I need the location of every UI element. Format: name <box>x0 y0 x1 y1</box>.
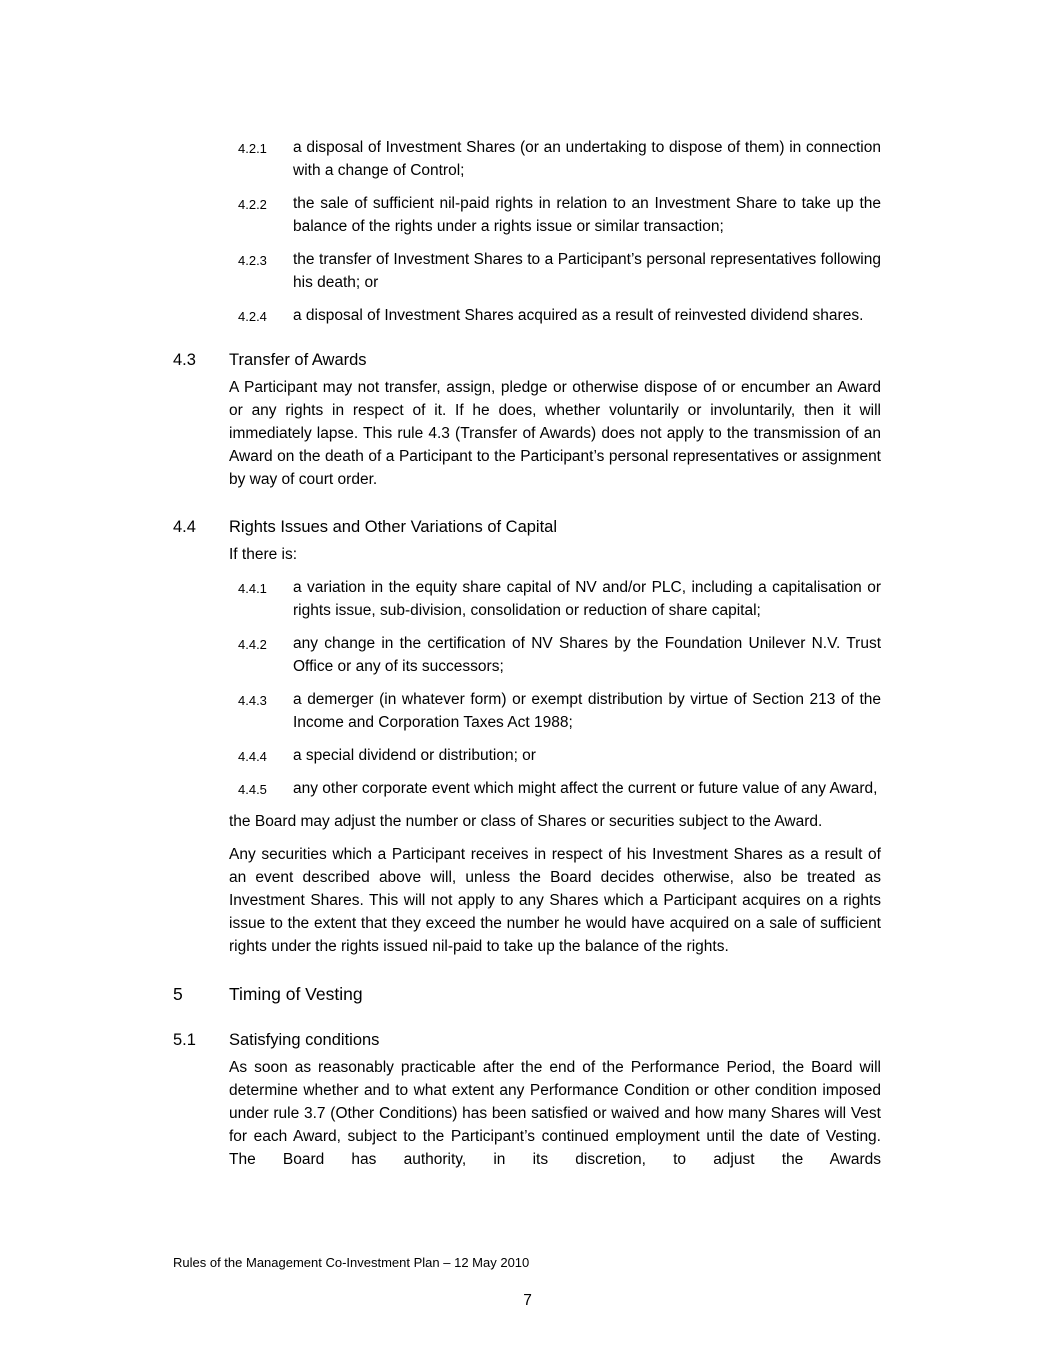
clause-number: 4.4.4 <box>238 749 267 764</box>
clause-4-4-2 <box>238 632 881 678</box>
clause-text: a demerger (in whatever form) or exempt distribution by virtue of Section 213 of the Income and Corporation Taxes Act 1988; <box>293 691 881 731</box>
page-content <box>0 136 1055 1181</box>
clause-number: 4.4.2 <box>238 637 267 652</box>
section-4-3-paragraph: A Participant may not transfer, assign, pledge or otherwise dispose of or encumber an Award or any rights in respect of it. If he does, whether voluntarily or involuntarily, then it will immediately lapse. This rule 4.3 (Transfer of Awards) does not apply to the transmission of an Award on the death of a Participant to the Participant’s personal representatives or assignment by way of court order. <box>229 379 881 488</box>
section-number: 5 <box>173 984 183 1004</box>
clause-number: 4.2.1 <box>238 141 267 156</box>
section-heading-4-3 <box>173 348 1055 372</box>
section-4-4-after: the Board may adjust the number or class of Shares or securities subject to the Award. <box>229 813 823 830</box>
page-number: 7 <box>523 1292 532 1309</box>
clause-4-2-4 <box>238 304 881 327</box>
clause-number: 4.2.2 <box>238 197 267 212</box>
clause-number: 4.4.1 <box>238 581 267 596</box>
section-heading-5 <box>173 982 1055 1006</box>
clause-4-4-4 <box>238 744 881 767</box>
section-title: Satisfying conditions <box>229 1031 380 1049</box>
clause-text: any change in the certification of NV Shares by the Foundation Unilever N.V. Trust Office or any of its successors; <box>293 635 881 675</box>
clause-number: 4.4.5 <box>238 782 267 797</box>
clause-text: a disposal of Investment Shares acquired as a result of reinvested dividend shares. <box>293 307 864 324</box>
clause-4-4-3 <box>238 688 881 734</box>
clause-text: a special dividend or distribution; or <box>293 747 536 764</box>
section-number: 4.4 <box>173 518 196 536</box>
section-heading-4-4 <box>173 515 1055 539</box>
clause-number: 4.2.4 <box>238 309 267 324</box>
clause-text: the transfer of Investment Shares to a Participant’s personal representatives following his death; or <box>293 251 881 291</box>
section-number: 5.1 <box>173 1031 196 1049</box>
clause-number: 4.2.3 <box>238 253 267 268</box>
section-title: Transfer of Awards <box>229 351 367 369</box>
section-title: Rights Issues and Other Variations of Capital <box>229 518 558 536</box>
section-heading-5-1 <box>173 1028 1055 1052</box>
section-5-1-paragraph: As soon as reasonably practicable after the end of the Performance Period, the Board will determine whether and to what extent any Performance Condition or other condition imposed under rule 3.7 (Other Conditions) has been satisfied or waived and how many Shares will Vest for each Award, subject to the Participant’s continued employment until the date of Vesting. The Board has authority, in its discretion, to adjust the Awards <box>229 1059 881 1168</box>
clause-4-4-5 <box>238 777 881 800</box>
clause-text: a disposal of Investment Shares (or an undertaking to dispose of them) in connection with a change of Control; <box>293 139 881 179</box>
section-4-4-intro: If there is: <box>229 546 298 563</box>
clause-4-4-1 <box>238 576 881 622</box>
clause-4-2-2 <box>238 192 881 238</box>
clause-number: 4.4.3 <box>238 693 267 708</box>
section-number: 4.3 <box>173 351 196 369</box>
clause-4-2-3 <box>238 248 881 294</box>
clause-text: the sale of sufficient nil-paid rights in relation to an Investment Share to take up the balance of the rights under a rights issue or similar transaction; <box>293 195 881 235</box>
clause-4-2-1 <box>238 136 881 182</box>
clause-text: any other corporate event which might affect the current or future value of any Award, <box>293 780 878 797</box>
section-4-4-paragraph: Any securities which a Participant receives in respect of his Investment Shares as a result of an event described above will, unless the Board decides otherwise, also be treated as Investment Shares. This will not apply to any Shares which a Participant acquires on a rights issue to the extent that they exceed the number he would have acquired on a sale of sufficient rights under the rights issued nil-paid to take up the balance of the rights. <box>229 846 881 955</box>
footer-title: Rules of the Management Co-Investment Plan – 12 May 2010 <box>173 1255 530 1270</box>
section-title: Timing of Vesting <box>229 984 363 1004</box>
clause-text: a variation in the equity share capital of NV and/or PLC, including a capitalisation or rights issue, sub-division, consolidation or reduction of share capital; <box>293 579 881 619</box>
